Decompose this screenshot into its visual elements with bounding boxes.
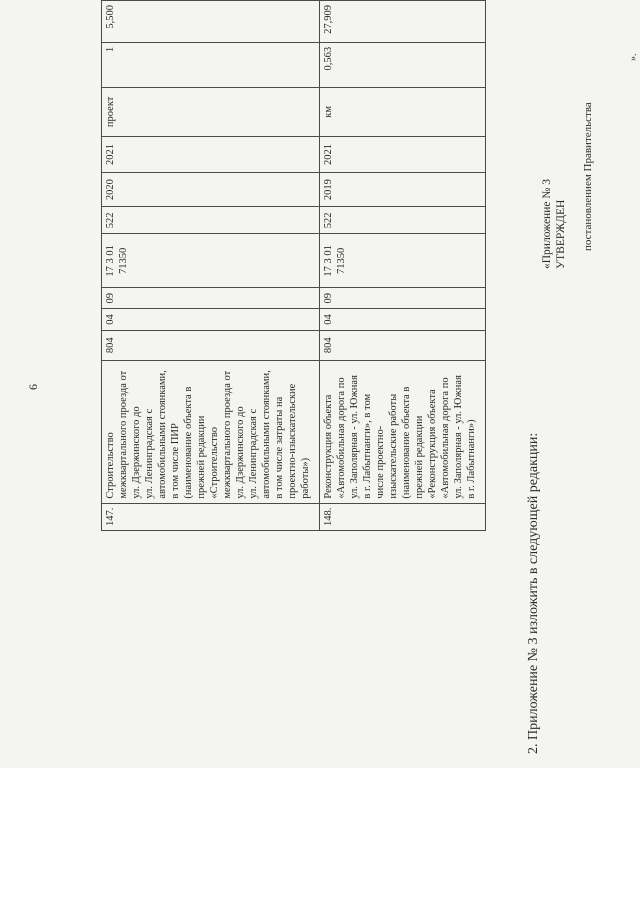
- amendment-text: 2. Приложение № 3 изложить в следующей редакции:: [526, 432, 541, 754]
- expense-type-code: 522: [320, 207, 486, 234]
- budget-table: [101, 0, 486, 531]
- expense-type-code: 522: [102, 207, 320, 234]
- row-number: 148.: [320, 503, 486, 530]
- section-code: 04: [102, 309, 320, 331]
- table-row: [320, 1, 486, 531]
- amount: 5,500: [102, 1, 320, 43]
- approved-by: постановлением Правительства: [582, 102, 594, 251]
- ministry-code: 804: [102, 330, 320, 360]
- appendix-header: «Приложение № 3 УТВЕРЖДЕН: [541, 179, 567, 269]
- amount: 27,909: [320, 1, 486, 43]
- capacity: 0,563: [320, 42, 486, 87]
- capacity: 1: [102, 42, 320, 87]
- end-year: 2021: [320, 136, 486, 172]
- start-year: 2020: [102, 172, 320, 206]
- subsection-code: 09: [102, 288, 320, 309]
- page-number: 6: [26, 384, 40, 390]
- unit: проект: [102, 87, 320, 136]
- closing-quote: ».: [628, 53, 639, 61]
- row-number: 147.: [102, 503, 320, 530]
- target-article-code: 17 3 01 71350: [102, 234, 320, 288]
- end-year: 2021: [102, 136, 320, 172]
- object-description: Строительство межквартального проезда от ул. Дзержинского до ул. Ленинградская с автомобильными стоянками, в том числе ПИР (наименование объекта в прежней редакции «Строительство межквартального проезда от ул. Дзержинского до ул. Ленинградская с автомобильными стоянками, в том числе затраты на проектно-изыскательские работы»): [102, 360, 320, 503]
- target-article-code: 17 3 01 71350: [320, 234, 486, 288]
- ministry-code: 804: [320, 330, 486, 360]
- section-code: 04: [320, 309, 486, 331]
- object-description: Реконструкция объекта «Автомобильная дорога по ул. Заполярная - ул. Южная в г. Лабытнанги», в том числе проектно- изыскательские работы (наименование объекта в прежней редакции «Реконструкция объекта «Автомобильная дорога по ул. Заполярная - ул. Южная в г. Лабытнанги»): [320, 360, 486, 503]
- unit: км: [320, 87, 486, 136]
- subsection-code: 09: [320, 288, 486, 309]
- start-year: 2019: [320, 172, 486, 206]
- table-row: [102, 1, 320, 531]
